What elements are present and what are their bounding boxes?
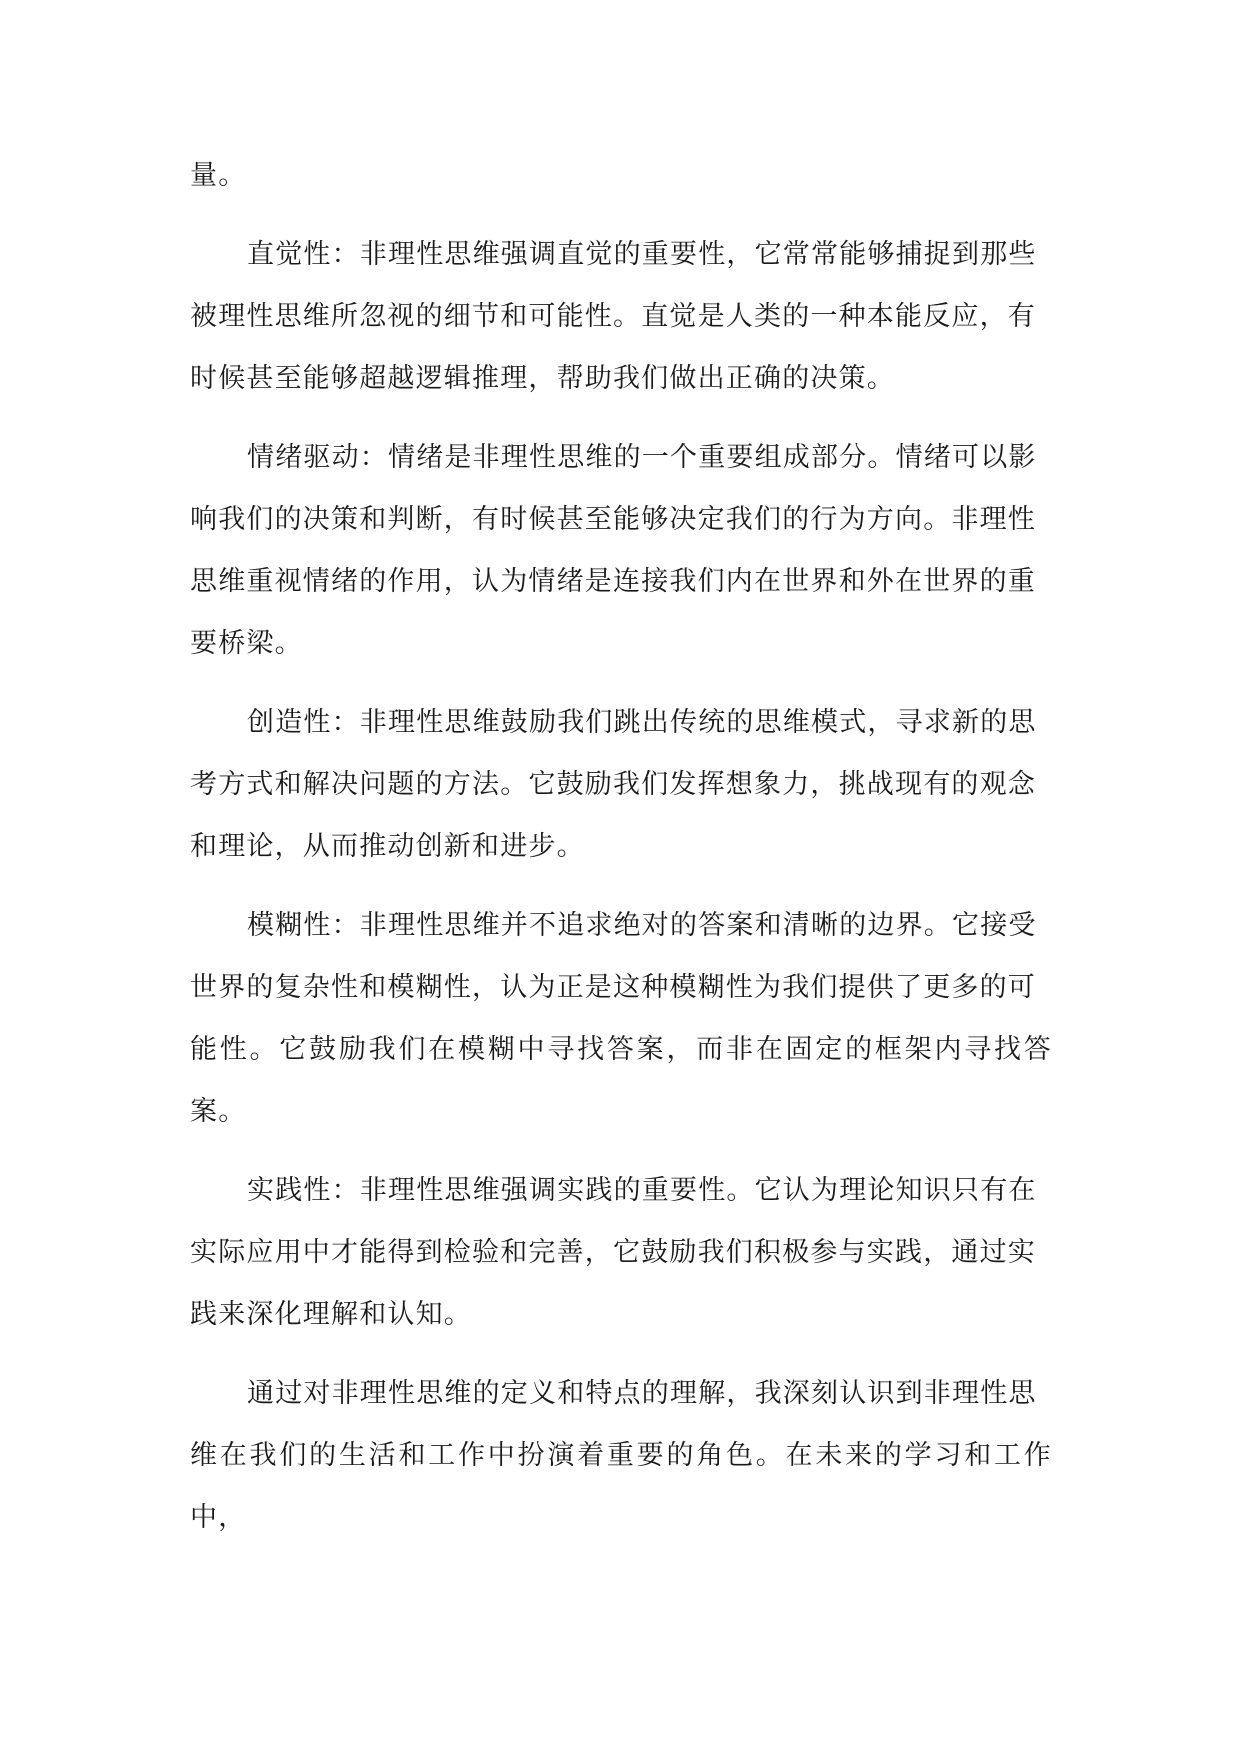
document-body: [190, 145, 1052, 1549]
paragraph-creativity: [190, 692, 1052, 878]
paragraph-ambiguity: [190, 895, 1052, 1143]
text-line: 和理论，从而推动创新和进步。: [190, 831, 585, 862]
paragraph-fragment: [190, 145, 1052, 207]
text-line: 维在我们的生活和工作中扮演着重要的角色。在未来的学习和工作中，: [190, 1440, 1052, 1533]
text-line: 被理性思维所忽视的细节和可能性。直觉是人类的一种本能反应，有: [190, 301, 1036, 332]
text-line: 世界的复杂性和模糊性，认为正是这种模糊性为我们提供了更多的可: [190, 972, 1036, 1003]
paragraph-emotion: [190, 427, 1052, 675]
text-line: 时候甚至能够超越逻辑推理，帮助我们做出正确的决策。: [190, 363, 895, 394]
text-line: 实际应用中才能得到检验和完善，它鼓励我们积极参与实践，通过实: [190, 1237, 1036, 1268]
text-line: 要桥梁。: [190, 628, 303, 659]
text-line: 践来深化理解和认知。: [190, 1299, 472, 1330]
paragraph-intuition: [190, 224, 1052, 410]
paragraph-conclusion: [190, 1363, 1052, 1549]
text-line: 通过对非理性思维的定义和特点的理解，我深刻认识到非理性思: [247, 1378, 1037, 1409]
text-line: 量。: [190, 160, 247, 191]
text-line: 直觉性：非理性思维强调直觉的重要性，它常常能够捕捉到那些: [247, 239, 1037, 270]
paragraph-practice: [190, 1160, 1052, 1346]
text-line: 思维重视情绪的作用，认为情绪是连接我们内在世界和外在世界的重: [190, 566, 1036, 597]
text-line: 情绪驱动：情绪是非理性思维的一个重要组成部分。情绪可以影: [247, 442, 1037, 473]
text-line: 实践性：非理性思维强调实践的重要性。它认为理论知识只有在: [247, 1175, 1037, 1206]
text-line: 考方式和解决问题的方法。它鼓励我们发挥想象力，挑战现有的观念: [190, 769, 1036, 800]
text-line: 响我们的决策和判断，有时候甚至能够决定我们的行为方向。非理性: [190, 504, 1036, 535]
text-line: 能性。它鼓励我们在模糊中寻找答案，而非在固定的框架内寻找答案。: [190, 1034, 1052, 1127]
text-line: 创造性：非理性思维鼓励我们跳出传统的思维模式，寻求新的思: [247, 707, 1037, 738]
text-line: 模糊性：非理性思维并不追求绝对的答案和清晰的边界。它接受: [247, 910, 1037, 941]
